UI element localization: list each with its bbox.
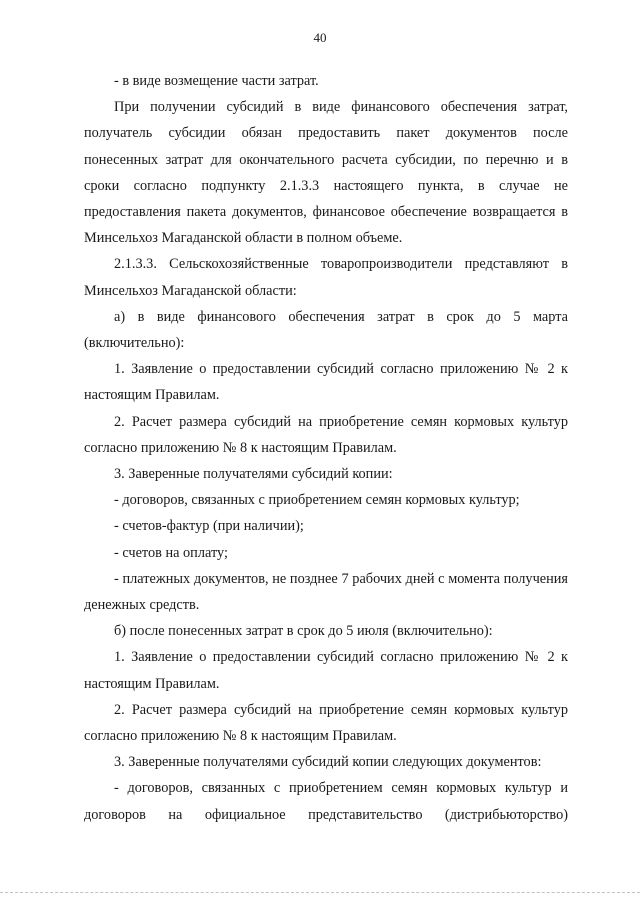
paragraph: 3. Заверенные получателями субсидий копии следующих документов: — [114, 754, 542, 771]
paragraph: 1. Заявление о предоставлении субсидий согласно приложению № 2 к настоящим Правилам. — [84, 649, 568, 692]
paragraph: а) в виде финансового обеспечения затрат в срок до 5 марта (включительно): — [84, 308, 568, 352]
paragraph: б) после понесенных затрат в срок до 5 июля (включительно): — [114, 623, 493, 640]
paragraph: 2.1.3.3. Сельскохозяйственные товаропроизводители представляют в Минсельхоз Магаданской области: — [84, 256, 568, 299]
paragraph: - счетов на оплату; — [114, 544, 228, 561]
paragraph: 1. Заявление о предоставлении субсидий согласно приложению № 2 к настоящим Правилам. — [84, 361, 568, 404]
paragraph: - в виде возмещение части затрат. — [114, 73, 319, 89]
paragraph: - договоров, связанных с приобретением семян кормовых культур; — [114, 492, 520, 509]
paragraph: 2. Расчет размера субсидий на приобретение семян кормовых культур согласно приложению № 8 к настоящим Правилам. — [84, 413, 568, 456]
paragraph: 3. Заверенные получателями субсидий копии: — [114, 466, 393, 483]
paragraph: 2. Расчет размера субсидий на приобретение семян кормовых культур согласно приложению № 8 к настоящим Правилам. — [84, 701, 568, 745]
paragraph: При получении субсидий в виде финансового обеспечения затрат, получатель субсидии обязан предоставить пакет документов после понесенных затрат для окончательного расчета субсидии, по перечню и в сроки согласно подпункту 2.1.3.3 настоящего пункта, в случае не предоставления пакета документов, финансовое обеспечение возвращается в Минсельхоз Магаданской области в полном объеме. — [84, 99, 568, 247]
paragraph: - договоров, связанных с приобретением семян кормовых культур и договоров на официальное представительство (дистрибьюторство) — [84, 780, 568, 823]
paragraph: - счетов-фактур (при наличии); — [114, 518, 304, 535]
document-body — [84, 68, 568, 828]
scan-edge-line — [0, 892, 640, 899]
paragraph: - платежных документов, не позднее 7 рабочих дней с момента получения денежных средств. — [84, 570, 568, 614]
page-number: 40 — [313, 30, 327, 45]
